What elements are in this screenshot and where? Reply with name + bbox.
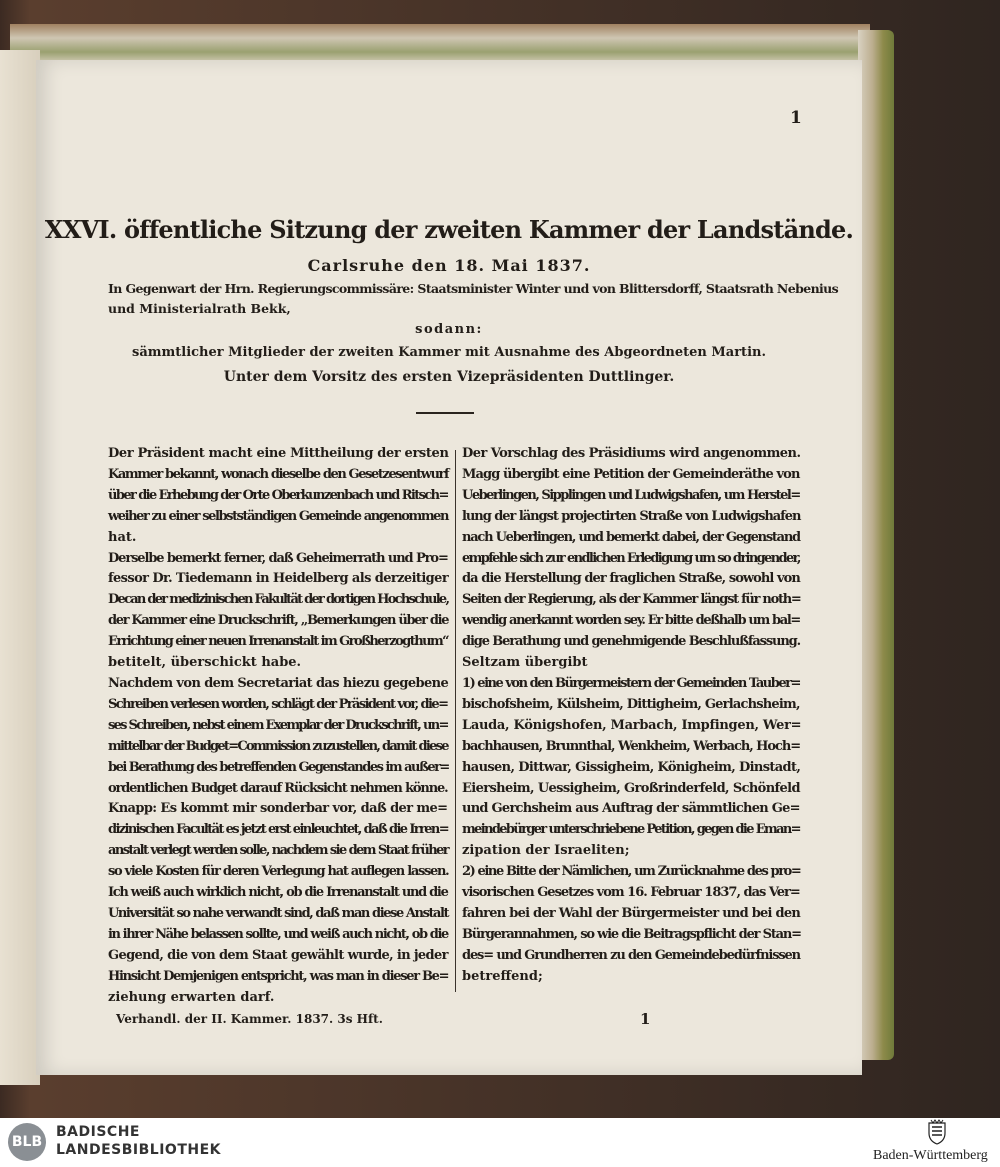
footer-sheet-number: 1 (640, 1010, 651, 1028)
presence-line-2: und Ministerialrath Bekk, (108, 301, 291, 316)
text-line: bei Berathung des betreffenden Gegenstandes im außer= (108, 759, 449, 775)
text-line: Eiersheim, Uessigheim, Großrinderfeld, Schönfeld (462, 780, 800, 796)
text-line: der Kammer eine Druckschrift, „Bemerkungen über die (108, 613, 449, 629)
text-line: visorischen Gesetzes vom 16. Februar 1837, das Ver= (462, 885, 800, 901)
text-line: Der Vorschlag des Präsidiums wird angenommen. (462, 446, 801, 461)
text-line: mittelbar der Budget=Commission zuzustellen, damit diese (108, 738, 448, 754)
text-line: betreffend; (462, 968, 543, 984)
members-line: sämmtlicher Mitglieder der zweiten Kammer mit Ausnahme des Abgeordneten Martin. (132, 345, 766, 360)
text-line: Nachdem von dem Secretariat das hiezu gegebene (108, 675, 449, 691)
text-line: Knapp: Es kommt mir sonderbar vor, daß der me= (108, 801, 448, 817)
text-line: bischofsheim, Külsheim, Dittigheim, Gerlachsheim, (462, 696, 800, 712)
text-line: Decan der medizinischen Fakultät der dortigen Hochschule, (108, 592, 449, 608)
text-line: so viele Kosten für deren Verlegung hat auflegen lassen. (108, 864, 449, 880)
text-line: und Gerchsheim aus Auftrag der sämmtlichen Ge= (462, 801, 800, 817)
section-rule (416, 412, 474, 414)
text-line: lung der längst projectirten Straße von Ludwigshafen (462, 508, 801, 524)
text-line: Gegend, die von dem Staat gewählt wurde, in jeder (108, 947, 448, 963)
baden-wuerttemberg-crest-icon (926, 1119, 948, 1145)
dateline: Carlsruhe den 18. Mai 1837. (307, 256, 591, 275)
left-column (108, 444, 448, 1008)
text-line: Hinsicht Demjenigen entspricht, was man in dieser Be= (108, 968, 449, 984)
text-line: des= und Grundherren zu den Gemeindebedürfnissen (462, 947, 800, 963)
text-line: Seltzam übergibt (462, 655, 588, 671)
text-line: ziehung erwarten darf. (108, 989, 275, 1005)
text-line: wendig anerkannt worden sey. Er bitte deßhalb um bal= (462, 613, 800, 629)
text-line: 2) eine Bitte der Nämlichen, um Zurücknahme des pro= (462, 864, 801, 880)
text-line: weiher zu einer selbstständigen Gemeinde angenommen (108, 508, 449, 524)
library-name-line-2: LANDESBIBLIOTHEK (56, 1142, 222, 1158)
text-line: über die Erhebung der Orte Oberkunzenbach und Ritsch= (108, 487, 448, 503)
page-number: 1 (790, 108, 802, 128)
text-line: Magg übergibt eine Petition der Gemeinderäthe von (462, 466, 800, 482)
region-name: Baden-Württemberg (873, 1148, 988, 1163)
footer-signature-line: Verhandl. der II. Kammer. 1837. 3s Hft. (116, 1012, 383, 1026)
scanned-page (36, 60, 862, 1075)
text-line: Errichtung einer neuen Irrenanstalt im Großherzogthum“ (108, 634, 449, 650)
text-line: dizinischen Facultät es jetzt erst einleuchtet, daß die Irren= (108, 822, 448, 838)
right-column (462, 444, 800, 988)
chair-line: Unter dem Vorsitz des ersten Vizepräsidenten Duttlinger. (223, 369, 675, 385)
text-line: ordentlichen Budget darauf Rücksicht nehmen könne. (108, 780, 448, 796)
text-line: fahren bei der Wahl der Bürgermeister und bei den (462, 905, 801, 921)
text-line: in ihrer Nähe belassen sollte, und weiß auch nicht, ob die (108, 926, 448, 942)
text-line: hausen, Dittwar, Gissigheim, Königheim, Dinstadt, (462, 759, 801, 775)
text-line: da die Herstellung der fraglichen Straße, sowohl von (462, 571, 800, 587)
library-name-line-1: BADISCHE (56, 1124, 140, 1140)
facing-page-edge (0, 50, 40, 1085)
text-line: empfehle sich zur endlichen Erledigung um so dringender, (462, 550, 800, 566)
sodann-line: sodann: (415, 322, 483, 337)
column-divider (455, 450, 456, 992)
text-line: Universität so nahe verwandt sind, daß man diese Anstalt (108, 905, 449, 921)
text-line: fessor Dr. Tiedemann in Heidelberg als derzeitiger (108, 571, 449, 587)
presence-line-1: In Gegenwart der Hrn. Regierungscommissäre: Staatsminister Winter und von Blittersdorff, Staatsrath Nebenius (108, 281, 839, 296)
text-line: Lauda, Königshofen, Marbach, Impfingen, Wer= (462, 717, 802, 733)
text-line: anstalt verlegt werden solle, nachdem sie dem Staat früher (108, 843, 449, 859)
text-line: Bürgerannahmen, so wie die Beitragspflicht der Stan= (462, 926, 801, 942)
text-line: Ich weiß auch wirklich nicht, ob die Irrenanstalt und die (108, 885, 448, 901)
text-line: dige Berathung und genehmigende Beschlußfassung. (462, 634, 801, 650)
text-line: betitelt, überschickt habe. (108, 655, 302, 671)
text-line: zipation der Israeliten; (462, 843, 630, 859)
text-line: ses Schreiben, nebst einem Exemplar der Druckschrift, un= (108, 717, 448, 733)
book-top-edge (10, 24, 870, 64)
text-line: Schreiben verlesen worden, schlägt der Präsident vor, die= (108, 696, 448, 712)
text-line: Der Präsident macht eine Mittheilung der ersten (108, 446, 449, 461)
text-line: 1) eine von den Bürgermeistern der Gemeinden Tauber= (462, 675, 800, 691)
text-line: Kammer bekannt, wonach dieselbe den Gesetzesentwurf (108, 466, 449, 482)
session-title: XXVI. öffentliche Sitzung der zweiten Kammer der Landstände. (44, 215, 854, 244)
text-line: Derselbe bemerkt ferner, daß Geheimerrath und Pro= (108, 550, 448, 566)
text-line: hat. (108, 529, 137, 545)
blb-logo-icon[interactable]: BLB (8, 1123, 46, 1161)
page-stack-edge (858, 30, 894, 1060)
text-line: Seiten der Regierung, als der Kammer längst für noth= (462, 592, 801, 608)
text-line: meindebürger unterschriebene Petition, gegen die Eman= (462, 822, 800, 838)
text-line: nach Ueberlingen, und bemerkt dabei, der Gegenstand (462, 529, 800, 545)
text-line: Ueberlingen, Sipplingen und Ludwigshafen, um Herstel= (462, 487, 800, 503)
text-line: bachhausen, Brunnthal, Wenkheim, Werbach, Hoch= (462, 738, 801, 754)
